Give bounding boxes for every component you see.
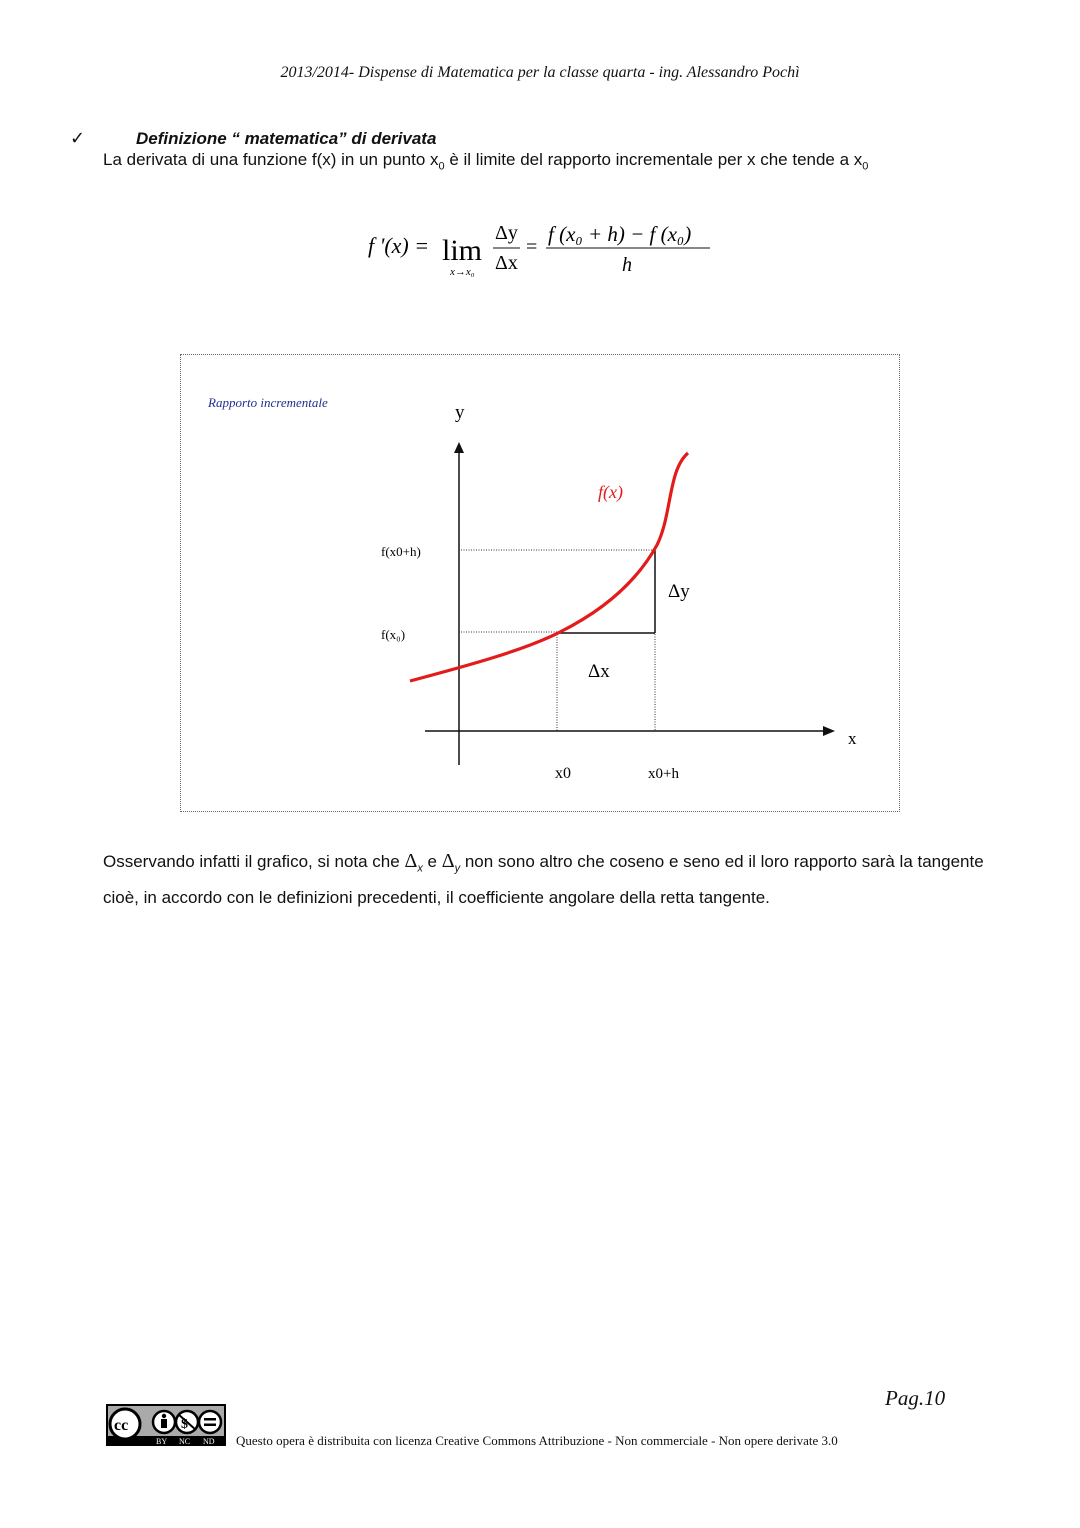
section-text-a: La derivata di una funzione f(x) in un punto x [103, 150, 439, 169]
cc-nc: NC [179, 1437, 191, 1446]
explanation-paragraph [103, 846, 1003, 913]
y-axis-label: y [455, 402, 465, 423]
para-delta-x-sub: x [417, 862, 423, 875]
para-part1: Osservando infatti il grafico, si nota che [103, 852, 405, 871]
para-and: e [422, 852, 442, 871]
formula-lhs: f '(x) = [368, 233, 430, 258]
formula-frac2-den: h [622, 254, 632, 276]
x-axis-label: x [848, 729, 857, 748]
formula-frac2-num: f (x₀ + h) − f (x₀) [548, 222, 692, 246]
label-f-x0h: f(x0+h) [381, 544, 421, 559]
page-number: Pag.10 [885, 1386, 946, 1410]
cc-by: BY [156, 1437, 168, 1446]
para-delta-y-sub: y [454, 862, 461, 875]
section-title: Definizione “ matematica” di derivata [136, 129, 437, 148]
cc-nd: ND [203, 1437, 215, 1446]
section-text-b: è il limite del rapporto incrementale per x che tende a x [444, 150, 863, 169]
para-part2: non sono altro che coseno e seno ed il loro rapporto sarà la tangente cioè, in accordo con le definizioni precedenti, il coefficiente angolare della retta tangente. [103, 852, 984, 908]
formula-frac1-num: Δy [495, 222, 518, 244]
label-x0: x0 [555, 765, 571, 782]
checkmark-icon: ✓ [70, 128, 86, 149]
formula-lim: lim [442, 234, 483, 267]
section-text-sub2: 0 [862, 160, 869, 173]
label-f-x0: f(x₀) [381, 627, 406, 642]
formula-lim-sub: x→x₀ [450, 266, 475, 278]
y-axis-arrow-icon [454, 442, 464, 453]
label-delta-x: Δx [588, 661, 610, 682]
license-text: Questo opera è distribuita con licenza Creative Commons Attribuzione - Non commerciale - Non opere derivate 3.0 [236, 1433, 838, 1448]
function-curve [410, 453, 688, 681]
section-text-sub: 0 [438, 160, 445, 173]
formula-frac1-den: Δx [495, 252, 518, 274]
creative-commons-logo [106, 1404, 226, 1446]
label-x0h: x0+h [648, 766, 679, 782]
para-delta-x: Δ [404, 850, 418, 872]
cc-text: cc [114, 1417, 129, 1434]
curve-label: f(x) [598, 482, 623, 502]
figure-caption: Rapporto incrementale [208, 395, 328, 410]
formula-equals: = [526, 236, 538, 258]
label-delta-y: Δy [668, 581, 690, 602]
para-delta-y: Δ [441, 850, 455, 872]
x-axis-arrow-icon [823, 726, 835, 736]
document-header: 2013/2014- Dispense di Matematica per la classe quarta - ing. Alessandro Pochì [280, 64, 800, 81]
svg-text:$: $ [181, 1417, 188, 1432]
